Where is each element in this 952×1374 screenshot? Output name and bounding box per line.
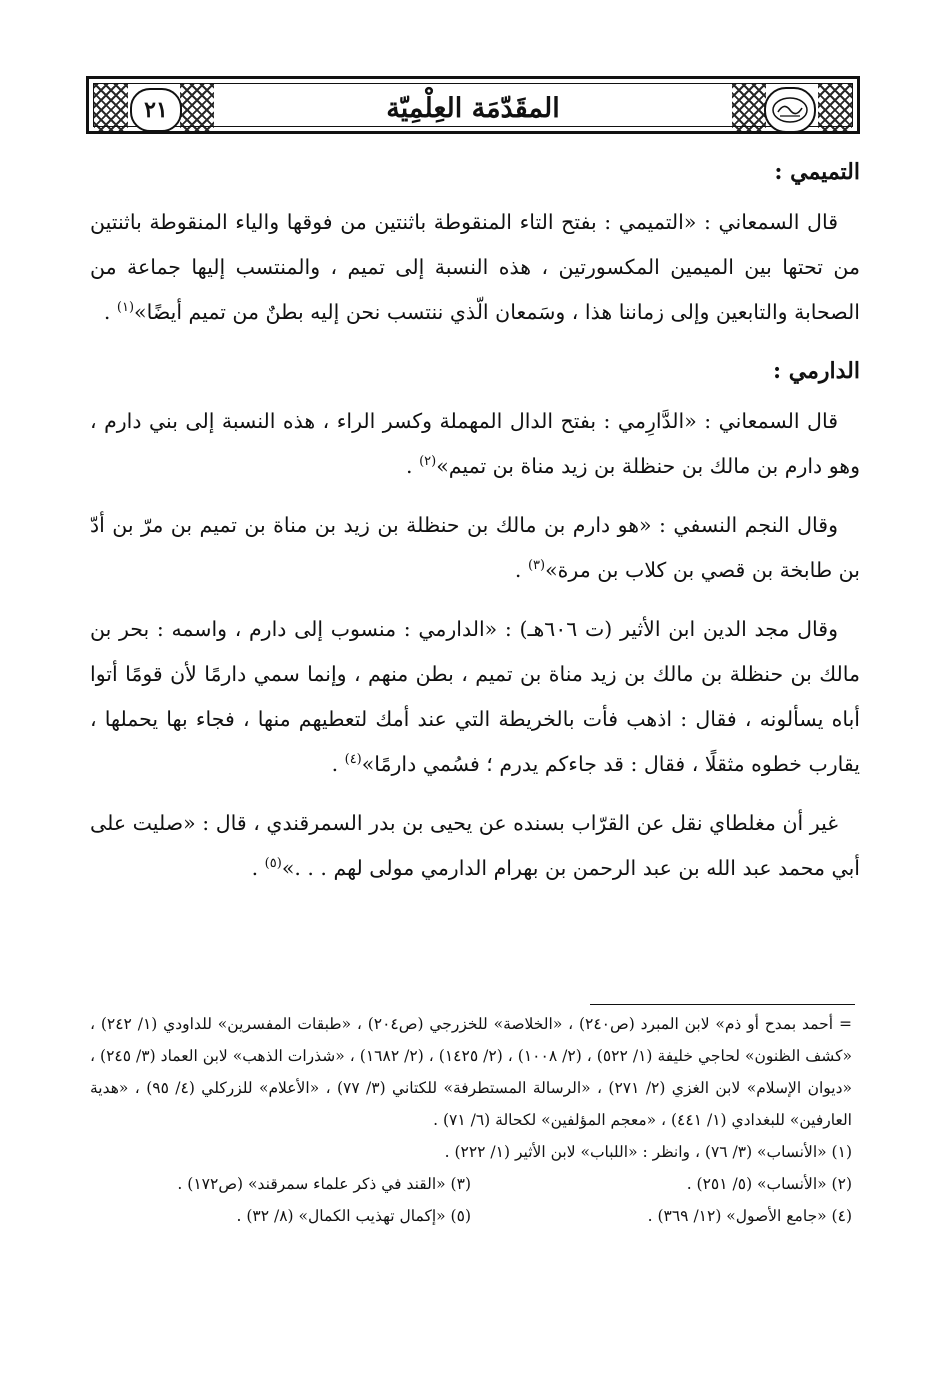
- footnote-row: [90, 1168, 852, 1200]
- footnote-1: (١) «الأنساب» (٣/ ٧٦) ، وانظر : «اللباب» لابن الأثير (١/ ٢٢٢) .: [444, 1143, 852, 1161]
- paragraph-text: قال السمعاني : «التميمي : بفتح التاء المنقوطة باثنتين من فوقها والياء المنقوطة باثنتين من تحتها بين الميمين المكسورتين ، هذه النسبة إلى تميم ، والمنتسب إليها جماعة من الصحابة والتابعين وإلى زماننا هذا ، وسَمعان الّذي ننتسب نحن إليه بطنٌ من تميم أيضًا»: [90, 210, 860, 324]
- footnote-ref-1: (١): [116, 300, 135, 316]
- paragraph-samani-tamimi: قال السمعاني : «التميمي : بفتح التاء المنقوطة باثنتين من فوقها والياء المنقوطة باثنتين من تحتها بين الميمين المكسورتين ، هذه النسبة إلى تميم ، والمنتسب إليها جماعة من الصحابة والتابعين وإلى زماننا هذا ، وسَمعان الّذي ننتسب نحن إليه بطنٌ من تميم أيضًا»$^{(١)}$ .: [90, 210, 860, 324]
- page-number-cartouche: [130, 88, 182, 132]
- footnote-continuation-text: أحمد بمدح أو ذم» لابن المبرد (ص٢٤٠) ، «الخلاصة» للخزرجي (ص٢٠٤) ، «طبقات المفسرين» للداودي (١/ ٢٤٢) ، «كشف الظنون» لحاجي خليفة (١/ ٥٢٢) ، (٢/ ١٠٠٨) ، (٢/ ١٤٢٥) ، (٢/ ١٦٨٢) ، «شذرات الذهب» لابن العماد (٣/ ٢٤٥) ، «ديوان الإسلام» لابن الغزي (٢/ ٢٧١) ، «الرسالة المستطرفة» للكتاني (٣/ ٧٧) ، «الأعلام» للزركلي (٤/ ٩٥) ، «هدية العارفين» للبغدادي (١/ ٤٤١) ، «معجم المؤلفين» لكحالة (٦/ ٧١) .: [90, 1015, 852, 1129]
- paragraph-ibn-athir: وقال مجد الدين ابن الأثير (ت ٦٠٦هـ) : «الدارمي : منسوب إلى دارم ، واسمه : بحر بن مالك بن حنظلة بن مالك بن زيد مناة بن تميم ، بطن منهم ، وإنما سمي دارمًا لأن قومًا أتوا أباه يسألونه ، فقال : اذهب فأت بالخريطة التي عند أمك لتعطيهم منها ، فجاء بها يحملها ، يقارب خطوه مثقلًا ، فقال : قد جاءكم يدرم ؛ فسُمي دارمًا»$^{(٤)}$ .: [90, 617, 860, 776]
- continuation-mark: =: [839, 1015, 853, 1033]
- footnote-ref-4: (٤): [344, 752, 362, 768]
- paragraph-mughaltai: غير أن مغلطاي نقل عن القرّاب بسنده عن يحيى بن بدر السمرقندي ، قال : «صليت على أبي محمد عبد الله بن عبد الرحمن بن بهرام الدارمي مولى لهم . . .»$^{(٥)}$ .: [90, 811, 860, 880]
- footnote-2: (٢) «الأنساب» (٥/ ٢٥١) .: [686, 1175, 852, 1193]
- header-ornament-left-outer: [94, 84, 128, 134]
- footnotes: [90, 1008, 852, 1232]
- publisher-seal-icon: [764, 87, 816, 133]
- seal-calligraphy-icon: [770, 94, 810, 126]
- footnote-continuation: [90, 1008, 852, 1136]
- page-number: ٢١: [144, 97, 168, 123]
- header-ornament-left-inner: [180, 84, 214, 134]
- section-heading-tamimi: التميمي :: [774, 159, 860, 185]
- paragraph-samani-darimi: قال السمعاني : «الدَّارِمي : بفتح الدال المهملة وكسر الراء ، هذه النسبة إلى بني دارم ، وهو دارم بن مالك بن حنظلة بن زيد مناة بن تميم»$^{(٢)}$ .: [90, 409, 860, 478]
- footnote-3: (٣) «القند في ذكر علماء سمرقند» (ص١٧٢) .: [177, 1175, 471, 1193]
- header-ornament-right-outer: [818, 84, 852, 134]
- footnote-5: (٥) «إكمال تهذيب الكمال» (٨/ ٣٢) .: [236, 1207, 471, 1225]
- footnote-separator: [590, 1004, 855, 1005]
- paragraph-text: قال السمعاني : «الدَّارِمي : بفتح الدال المهملة وكسر الراء ، هذه النسبة إلى بني دارم ، وهو دارم بن مالك بن حنظلة بن زيد مناة بن تميم»: [90, 409, 860, 478]
- footnote-4: (٤) «جامع الأصول» (١٢/ ٣٦٩) .: [647, 1207, 852, 1225]
- footnote-row: [90, 1200, 852, 1232]
- paragraph-text: وقال النجم النسفي : «هو دارم بن مالك بن حنظلة بن زيد بن مناة بن تميم بن مرّ بن أدّ بن طابخة بن قصي بن كلاب بن مرة»: [90, 513, 860, 582]
- footnote-ref-3: (٣): [527, 558, 546, 574]
- running-title: المقَدّمَة العِلْمِيّة: [386, 93, 560, 124]
- footnote-ref-5: (٥): [264, 856, 282, 872]
- page-header: [86, 76, 860, 134]
- footnote-ref-2: (٢): [419, 454, 437, 470]
- paragraph-text: وقال مجد الدين ابن الأثير (ت ٦٠٦هـ) : «الدارمي : منسوب إلى دارم ، واسمه : بحر بن مالك بن حنظلة بن مالك بن زيد مناة بن تميم ، بطن منهم ، وإنما سمي دارمًا لأن قومًا أتوا أباه يسألونه ، فقال : اذهب فأت بالخريطة التي عند أمك لتعطيهم منها ، فجاء بها يحملها ، يقارب خطوه مثقلًا ، فقال : قد جاءكم يدرم ؛ فسُمي دارمًا»: [90, 617, 860, 776]
- header-ornament-right-inner: [732, 84, 766, 134]
- paragraph-text: غير أن مغلطاي نقل عن القرّاب بسنده عن يحيى بن بدر السمرقندي ، قال : «صليت على أبي محمد عبد الله بن عبد الرحمن بن بهرام الدارمي مولى لهم . . .»: [90, 811, 860, 880]
- header-frame: [93, 83, 853, 127]
- paragraph-nasafi: وقال النجم النسفي : «هو دارم بن مالك بن حنظلة بن زيد بن مناة بن تميم بن مرّ بن أدّ بن طابخة بن قصي بن كلاب بن مرة»$^{(٣)}$ .: [90, 513, 860, 582]
- section-heading-darimi: الدارمي :: [772, 358, 860, 384]
- main-text: [90, 150, 860, 891]
